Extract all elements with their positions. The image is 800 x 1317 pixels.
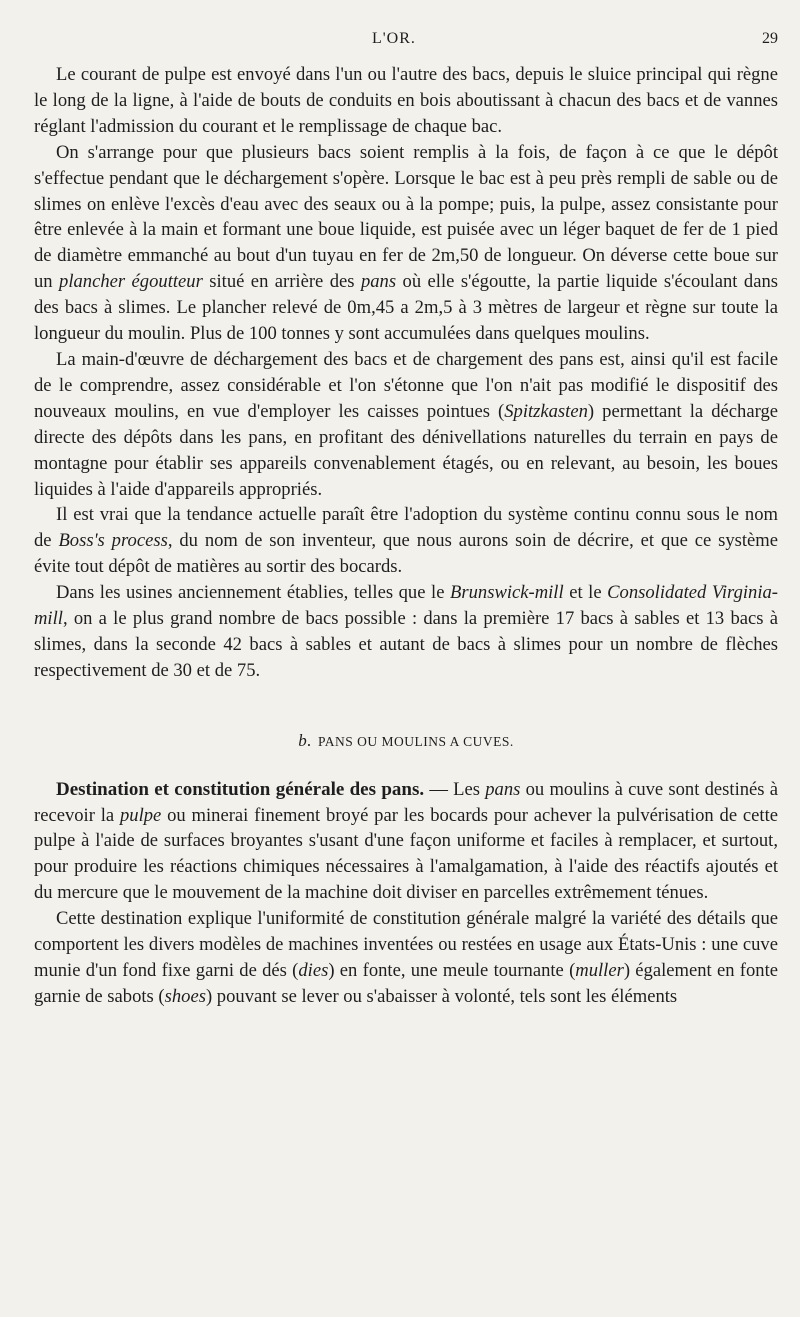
paragraph-1: Le courant de pulpe est envoyé dans l'un ou l'autre des bacs, depuis le sluice principal qui règne le long de la ligne, à l'aide de bouts de conduits en bois aboutissant à chacun des bacs et de vannes réglant l'admission du courant et le remplissage de chaque bac. — [34, 64, 778, 137]
section-subheading — [34, 728, 778, 755]
p5-italic-brunswick: Brunswick-mill — [450, 582, 564, 604]
p7-italic-dies: dies — [298, 960, 329, 981]
p2-text-e: où elle s'égoutte, la partie liquide s'écoulant dans des bacs à slimes. Le plancher relevé de 0m,45 a 2m,5 à 3 mètres de largeur et règne sur toute la longueur du moulin. Plus de 100 tonnes y sont accumulées dans quelques moulins. — [34, 271, 778, 345]
p6-italic-pans: pans — [485, 778, 521, 800]
paragraph-6 — [34, 777, 778, 907]
subheading-text: PANS OU MOULINS A CUVES. — [318, 733, 514, 749]
p2-text-a: On s'arrange pour que plusieurs bacs soient remplis à la fois, de façon à ce que le dépôt s'effectue pendant que le déchargement s'opère. Lorsque le bac est à peu près rempli de sable ou de slimes on enlève l'excès d'eau avec des seaux ou à la pompe; puis, la pulpe, assez consistante pour être enlevée à la main et formant une boue liquide, est puisée avec un léger baquet de fer de 1 pied de diamètre emmanché au bout d'un tuyau en fer de 2m,50 de longueur. On déverse cette boue sur un — [34, 141, 778, 293]
p5-text-a: Dans les usines anciennement établies, telles que le — [56, 582, 451, 604]
page-number: 29 — [762, 30, 778, 47]
p3-text-a: La main-d'œuvre de déchargement des bacs et de chargement des pans est, ainsi qu'il est facile de le comprendre, assez considérable et l'on s'étonne que l'on n'ait pas modifié le dispositif des nouveaux moulins, en vue d'employer les caisses pointues ( — [34, 348, 778, 422]
p5-text-c: et le — [563, 582, 608, 604]
p6-text-c: ou moulins à cuve sont destinés à recevoir la — [34, 778, 778, 826]
running-title: L'OR. — [372, 30, 416, 47]
p4-italic-boss: Boss's process — [58, 530, 168, 552]
subheading-letter: b. — [298, 730, 313, 750]
p7-text-g: ) pouvant se lever ou s'abaisser à volonté, tels sont les éléments — [205, 985, 678, 1007]
p3-italic-spitzkasten: Spitzkasten — [504, 400, 588, 422]
p7-italic-shoes: shoes — [164, 985, 206, 1007]
p2-italic-plancher: plancher égoutteur — [59, 271, 203, 293]
p3-text-c: ) permettant la décharge directe des dépôts dans les pans, en profitant des dénivellations naturelles du terrain en pays de montagne pour établir ses appareils convenablement étagés, ou en relevant, au besoin, les boues liquides à l'aide d'appareils appropriés. — [34, 400, 778, 500]
p7-text-a: Cette destination explique l'uniformité de constitution générale malgré la variété des détails que comportent les divers modèles de machines inventées ou restées en usage aux États-Unis : une cuve munie d'un fond fixe garni de dés ( — [34, 908, 778, 981]
p7-text-e: ) également en fonte garnie de sabots ( — [34, 960, 779, 1007]
p6-italic-pulpe: pulpe — [119, 804, 162, 826]
p5-italic-consolidated: Consolidated Virginia-mill — [34, 582, 778, 630]
p2-italic-pans: pans — [360, 271, 397, 293]
paragraph-2 — [34, 140, 778, 347]
p6-text-e: ou minerai finement broyé par les bocards pour achever la pulvérisation de cette pulpe à l'aide de surfaces broyantes s'usant d'une façon uniforme et faciles à remplacer, et surtout, pour produire les réactions chimiques nécessaires à l'amalgamation, à l'aide des réactifs ajoutés et du mercure que le mouvement de la machine doit diviser en parcelles extrêmement ténues. — [34, 804, 778, 904]
runin-heading: Destination et constitution générale des pans. — [56, 778, 425, 800]
p6-text-a: — Les — [424, 778, 486, 800]
paragraph-5 — [34, 580, 778, 684]
p5-text-e: , on a le plus grand nombre de bacs possible : dans la première 17 bacs à sables et 13 bacs à slimes, dans la seconde 42 bacs à sables et autant de bacs à slimes pour un nombre de flèches respectivement de 30 et de 75. — [34, 608, 778, 681]
paragraph-4 — [34, 502, 778, 580]
p4-text-a: Il est vrai que la tendance actuelle paraît être l'adoption du système continu connu sous le nom de — [34, 504, 778, 552]
p4-text-c: , du nom de son inventeur, que nous aurons soin de décrire, et que ce système évite tout dépôt de matières au sortir des bocards. — [34, 530, 779, 578]
paragraph-7 — [34, 906, 778, 1010]
body-text — [34, 62, 778, 1010]
running-header — [0, 30, 800, 52]
p7-italic-muller: muller — [575, 960, 624, 981]
paragraph-3 — [34, 347, 778, 502]
p2-text-c: situé en arrière des — [202, 271, 361, 293]
p7-text-c: ) en fonte, une meule tournante ( — [328, 960, 576, 981]
